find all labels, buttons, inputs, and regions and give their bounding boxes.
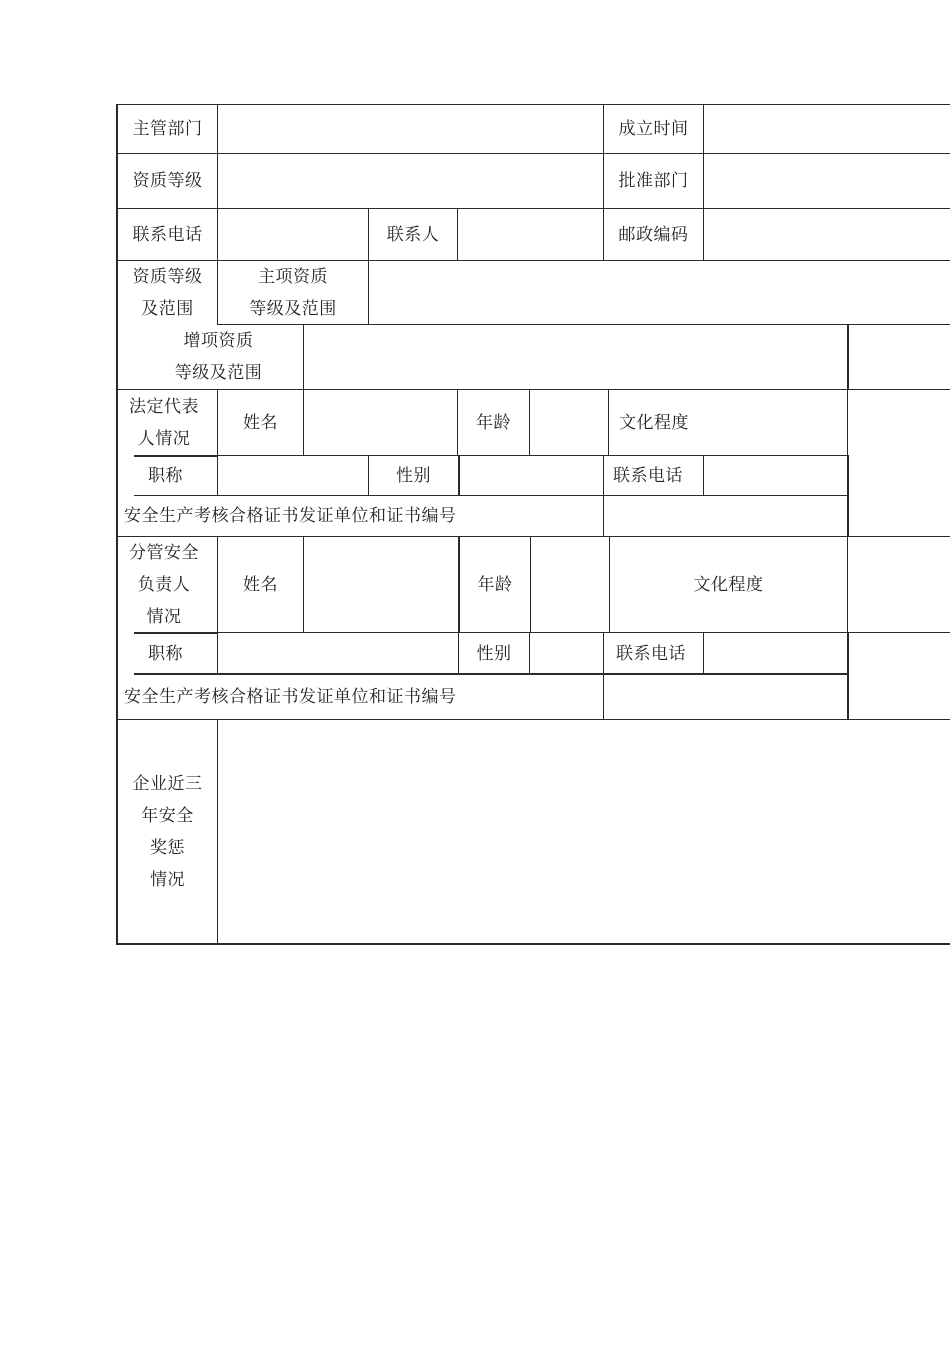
safety-head-gender-field[interactable]: [531, 634, 602, 672]
legal-rep-cert-label: 安全生产考核合格证书发证单位和证书编号: [124, 506, 457, 526]
safety-head-education-label: 文化程度: [693, 574, 764, 595]
safety-head-gender-label: 性别: [476, 643, 512, 664]
main-scope-field[interactable]: [370, 262, 949, 323]
safety-head-education-field[interactable]: [850, 538, 949, 631]
legal-rep-education-field[interactable]: [850, 391, 949, 454]
row-divider: [217, 455, 848, 456]
safety-head-label: 分管安全 负责人 情况: [129, 542, 199, 627]
col-divider: [303, 324, 304, 455]
scope-label: 资质等级 及范围: [132, 266, 203, 319]
col-divider: [603, 632, 604, 720]
legal-rep-name-field[interactable]: [305, 391, 456, 454]
safety-head-cert-label: 安全生产考核合格证书发证单位和证书编号: [124, 687, 457, 707]
legal-rep-age-label: 年龄: [476, 412, 511, 433]
legal-rep-gender-label: 性别: [396, 466, 431, 486]
legal-rep-phone-label: 联系电话: [613, 466, 683, 486]
col-divider-thick: [847, 632, 849, 720]
extra-scope-field[interactable]: [305, 326, 846, 388]
safety-head-cert-field[interactable]: [605, 676, 846, 718]
founded-label: 成立时间: [618, 119, 689, 139]
postcode-label: 邮政编码: [618, 224, 689, 245]
postcode-field[interactable]: [705, 210, 949, 259]
col-divider: [303, 536, 304, 633]
founded-field[interactable]: [705, 106, 949, 152]
row-divider: [217, 632, 950, 633]
safety-head-title-field[interactable]: [219, 634, 457, 672]
col-divider-thick: [847, 455, 849, 537]
col-divider: [603, 455, 604, 537]
legal-rep-age-field[interactable]: [531, 391, 607, 454]
qualification-field[interactable]: [219, 155, 602, 207]
legal-rep-label: 法定代表 人情况: [129, 396, 199, 449]
safety-head-age-label: 年龄: [477, 574, 513, 595]
legal-rep-education-label: 文化程度: [619, 412, 689, 433]
col-divider: [457, 208, 458, 260]
row-divider: [117, 208, 950, 209]
col-divider: [703, 455, 704, 496]
col-divider: [529, 632, 530, 674]
table-border-top: [117, 104, 950, 105]
legal-rep-title-field[interactable]: [219, 457, 367, 494]
extra-scope-label: 增项资质 等级及范围: [174, 331, 263, 383]
col-divider: [608, 389, 609, 456]
contact-field[interactable]: [459, 210, 602, 259]
supervisor-field[interactable]: [219, 106, 602, 152]
main-scope-label: 主项资质 等级及范围: [249, 266, 337, 319]
col-divider: [847, 389, 848, 456]
col-divider-thick: [847, 324, 849, 390]
col-divider: [703, 632, 704, 674]
safety-head-name-label: 姓名: [243, 574, 278, 595]
phone-label: 联系电话: [132, 224, 203, 245]
col-divider: [847, 536, 848, 633]
safety-head-age-field[interactable]: [532, 538, 608, 631]
qualification-label: 资质等级: [132, 171, 203, 191]
col-divider: [530, 536, 531, 633]
legal-rep-phone-field[interactable]: [705, 457, 846, 494]
safety-head-name-field[interactable]: [305, 538, 457, 631]
table-border-bottom: [117, 943, 950, 945]
approver-label: 批准部门: [618, 171, 689, 191]
row-divider: [117, 719, 950, 720]
col-divider: [703, 104, 704, 260]
safety-head-phone-field[interactable]: [705, 634, 846, 672]
legal-rep-gender-field[interactable]: [461, 457, 602, 494]
col-divider-thick: [458, 455, 460, 496]
safety-head-title-label: 职称: [148, 643, 183, 664]
legal-rep-cert-field[interactable]: [605, 497, 846, 535]
safety-head-phone-label: 联系电话: [616, 643, 686, 664]
supervisor-label: 主管部门: [132, 119, 203, 139]
awards-field[interactable]: [219, 721, 949, 942]
approver-field[interactable]: [705, 155, 949, 207]
phone-field[interactable]: [219, 210, 367, 259]
awards-label: 企业近三 年安全 奖惩 情况: [132, 773, 203, 890]
col-divider: [217, 719, 218, 944]
legal-rep-title-label: 职称: [148, 466, 183, 486]
legal-rep-name-label: 姓名: [243, 412, 278, 433]
row-divider: [117, 153, 950, 154]
col-divider: [529, 389, 530, 456]
contact-label: 联系人: [386, 224, 440, 245]
